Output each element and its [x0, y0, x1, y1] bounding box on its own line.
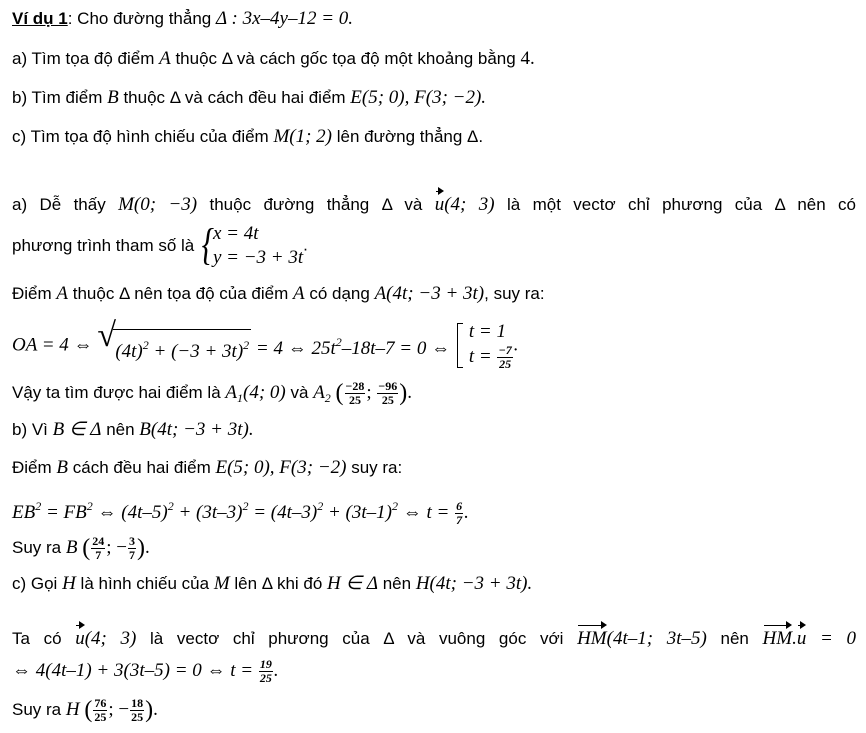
sol-b-text-6: Suy ra	[12, 537, 62, 557]
point-b-form: B(4t; −3 + 3t).	[139, 419, 254, 440]
term-2: + (3t–3)	[178, 502, 243, 523]
term-3-exp: 2	[317, 499, 324, 513]
eq-end: .	[513, 334, 519, 356]
point-h-result: H	[65, 698, 80, 720]
solution-c-line-1	[12, 573, 856, 595]
paren-right: )	[399, 379, 408, 406]
point-b-result: B	[65, 536, 78, 558]
question-b-text-2: thuộc Δ và cách đều hai điểm	[123, 88, 346, 107]
h-x-fraction	[93, 697, 107, 724]
b-sep: ; −	[106, 536, 127, 558]
solution-a-equation	[12, 316, 856, 371]
solution-a-line-1	[12, 188, 856, 216]
parametric-system	[199, 222, 303, 270]
question-c-text: c) Tìm tọa độ hình chiếu của điểm	[12, 127, 269, 146]
point-m: M(1; 2)	[273, 126, 333, 147]
a2-x-fraction	[345, 380, 366, 407]
point-m-ref: M	[213, 573, 230, 594]
h-y-den: 25	[131, 710, 144, 724]
solution-set	[455, 320, 514, 371]
point-b-ref: B	[56, 457, 69, 478]
sol-b-text-4: cách đều hai điểm	[72, 458, 211, 477]
vector-u-c-coords: (4; 3)	[84, 628, 137, 649]
a2-x-den: 25	[348, 393, 361, 407]
sol-a-param-label: phương trình tham số là	[12, 236, 195, 255]
dot-eq: = 0	[820, 628, 857, 649]
vector-hm-coords: (4t–1; 3t–5)	[606, 628, 707, 649]
sol-a-text-5: thuộc Δ nên tọa độ của điểm	[72, 284, 289, 303]
b-y-den: 7	[128, 548, 135, 562]
root-2-pre: t =	[468, 345, 492, 367]
b-end: .	[144, 536, 150, 558]
system-end: .	[303, 235, 308, 255]
t-equals: ⇔ t =	[402, 502, 450, 523]
solution-b-line-2	[12, 457, 856, 479]
solution-a-conclusion: Vậy ta tìm được hai điểm là $A_1(4$; 0) và $A_2$ ( $\frac{-28}{25}$ ; $\frac{-96}{25}$ ).	[12, 379, 412, 407]
root-1: t = 1	[468, 321, 506, 342]
t-end: .	[464, 502, 469, 523]
question-c-text-2: lên đường thẳng Δ.	[336, 127, 484, 146]
term-4-exp: 2	[392, 499, 398, 513]
points-e-f-ref: E(5; 0), F(3; −2)	[215, 457, 347, 478]
point-b: B	[107, 87, 119, 108]
point-a-ref: A	[56, 283, 69, 304]
solution-c-equation	[12, 658, 856, 685]
h-x-den: 25	[94, 710, 107, 724]
sol-a-text-4: Điểm	[12, 284, 52, 303]
sol-c-text-7: nên	[720, 629, 749, 648]
solution-b-conclusion	[12, 535, 856, 562]
root-2-fraction	[497, 344, 512, 371]
paren-right-b: )	[136, 534, 145, 561]
root-2-num: −7	[498, 343, 512, 357]
root-2-den: 25	[499, 357, 512, 371]
solution-a-line-3	[12, 283, 856, 305]
c-t-num: 19	[259, 657, 272, 671]
dot-vector-hm: HM	[763, 622, 793, 650]
t-den: 7	[456, 513, 463, 528]
sol-a-text-6: có dạng	[309, 284, 370, 303]
t-num: 6	[456, 499, 463, 514]
sol-c-text-8: Suy ra	[12, 699, 62, 719]
sol-a-text: a) Dễ thấy	[12, 195, 106, 214]
sol-b-text-3: Điểm	[12, 458, 52, 477]
points-e-f: E(5; 0), F(3; −2).	[350, 87, 487, 108]
exp-2: 2	[243, 337, 250, 352]
example-heading	[12, 8, 856, 30]
paren-left: (	[335, 379, 344, 406]
point-a: A	[159, 48, 171, 69]
sol-b-text: b) Vì	[12, 420, 48, 439]
exp-1: 2	[142, 337, 149, 352]
sol-a-text-7: , suy ra:	[484, 284, 545, 303]
sol-a-text-3: là một vectơ chỉ phương của Δ nên có	[506, 195, 857, 214]
c-t-den: 25	[259, 671, 272, 685]
a2-end: .	[407, 381, 412, 403]
b-in-delta: B ∈ Δ	[52, 419, 102, 440]
eb-exp: 2	[35, 499, 42, 513]
point-a-form: A(4t; −3 + 3t)	[374, 283, 485, 304]
solution-a-line-2	[12, 222, 856, 270]
sqrt-expression	[97, 316, 251, 363]
radical-icon: √	[97, 316, 116, 354]
solution-b-line-1	[12, 419, 856, 441]
b-x-den: 7	[95, 548, 102, 562]
sol-b-text-2: nên	[106, 420, 135, 439]
a2-x-num: −28	[345, 379, 365, 393]
sol-b-text-5: suy ra:	[351, 458, 403, 477]
c-equation: ⇔ 4(4t–1) + 3(3t–5) = 0 ⇔ t =	[12, 659, 254, 681]
h-in-delta: H ∈ Δ	[327, 573, 378, 594]
fb: = FB	[45, 502, 87, 523]
b-y-num: 3	[128, 534, 135, 548]
c-t-fraction	[259, 658, 273, 685]
sol-c-text-3: lên Δ khi đó	[234, 574, 323, 593]
point-a1: A	[225, 381, 238, 403]
sol-c-text-5: Ta có	[12, 629, 62, 648]
fb-exp: 2	[86, 499, 93, 513]
question-a	[12, 48, 856, 70]
vector-u-c: u	[75, 622, 85, 650]
example-label: Ví dụ 1	[12, 9, 68, 28]
b-y-fraction	[128, 535, 136, 562]
h-sep: ; −	[108, 698, 130, 720]
sol-c-text-6: là vectơ chỉ phương của Δ và vuông góc với	[150, 629, 564, 648]
question-a-text: a) Tìm tọa độ điểm	[12, 49, 155, 68]
dot-sign: .	[792, 628, 797, 649]
question-a-text-2: thuộc Δ và cách gốc tọa độ một khoảng bằng	[175, 49, 516, 68]
sol-a-text-2: thuộc đường thẳng Δ và	[209, 195, 423, 214]
b-x-fraction	[91, 535, 105, 562]
vector-hm: HM	[577, 622, 607, 650]
eq-lhs: OA = 4 ⇔	[12, 334, 93, 356]
b-x-num: 24	[92, 534, 105, 548]
paren-left-h: (	[84, 696, 93, 723]
dot-vector-u: u	[797, 622, 807, 650]
eq-mid-2: –18t–7 = 0 ⇔	[341, 338, 451, 359]
exp-3: 2	[335, 335, 342, 349]
paren-left-b: (	[82, 534, 91, 561]
h-y-num: 18	[131, 696, 144, 710]
question-b	[12, 87, 856, 109]
solution-c-line-2	[12, 622, 856, 650]
term-4: + (3t–1)	[327, 502, 392, 523]
example-intro: : Cho đường thẳng	[67, 9, 212, 28]
solution-b-equation	[12, 495, 856, 527]
h-end: .	[153, 698, 158, 720]
a2-y-num: −96	[378, 379, 398, 393]
term-2-exp: 2	[242, 499, 249, 513]
a1-coords: (4; 0)	[243, 381, 286, 403]
solution-c-conclusion	[12, 697, 856, 724]
vector-u: u	[435, 188, 445, 216]
a1-sub: 1	[237, 390, 244, 405]
eb: EB	[12, 502, 36, 523]
a2-y-den: 25	[381, 393, 394, 407]
point-a2: A	[313, 381, 325, 403]
a2-y-fraction	[377, 380, 398, 407]
vector-u-coords: (4; 3)	[444, 194, 495, 215]
point-a-ref-2: A	[293, 283, 305, 304]
point-h-form: H(4t; −3 + 3t).	[415, 573, 533, 594]
sol-c-text-4: nên	[382, 574, 412, 593]
h-y-fraction	[130, 697, 144, 724]
line-equation: Δ : 3x–4y–12 = 0.	[215, 8, 354, 29]
sol-c-text: c) Gọi	[12, 574, 58, 593]
rad-term-1: (4t)	[115, 340, 143, 362]
point-m0: M(0; −3)	[118, 194, 198, 215]
rad-term-2: + (−3 + 3t)	[153, 340, 244, 362]
point-h: H	[62, 573, 76, 594]
eq-mid: = 4 ⇔ 25t	[255, 338, 336, 359]
question-c	[12, 126, 856, 148]
distance-value: 4.	[520, 48, 535, 69]
term-3: = (4t–3)	[253, 502, 318, 523]
system-row-1: x = 4t	[212, 223, 259, 244]
paren-right-h: )	[145, 696, 154, 723]
h-x-num: 76	[94, 696, 107, 710]
sol-a-text-8: Vậy ta tìm được hai điểm là	[12, 382, 221, 402]
t-fraction	[455, 500, 463, 527]
brace-icon: {	[201, 220, 214, 269]
term-1: ⇔ (4t–5)	[97, 502, 168, 523]
question-b-text: b) Tìm điểm	[12, 88, 103, 107]
c-t-end: .	[273, 659, 279, 681]
sol-c-text-2: là hình chiếu của	[80, 574, 210, 593]
a2-sub: 2	[324, 390, 331, 405]
bracket-icon	[457, 323, 463, 368]
term-1-exp: 2	[167, 499, 174, 513]
and-text: và	[290, 382, 309, 402]
system-row-2: y = −3 + 3t	[212, 247, 304, 268]
